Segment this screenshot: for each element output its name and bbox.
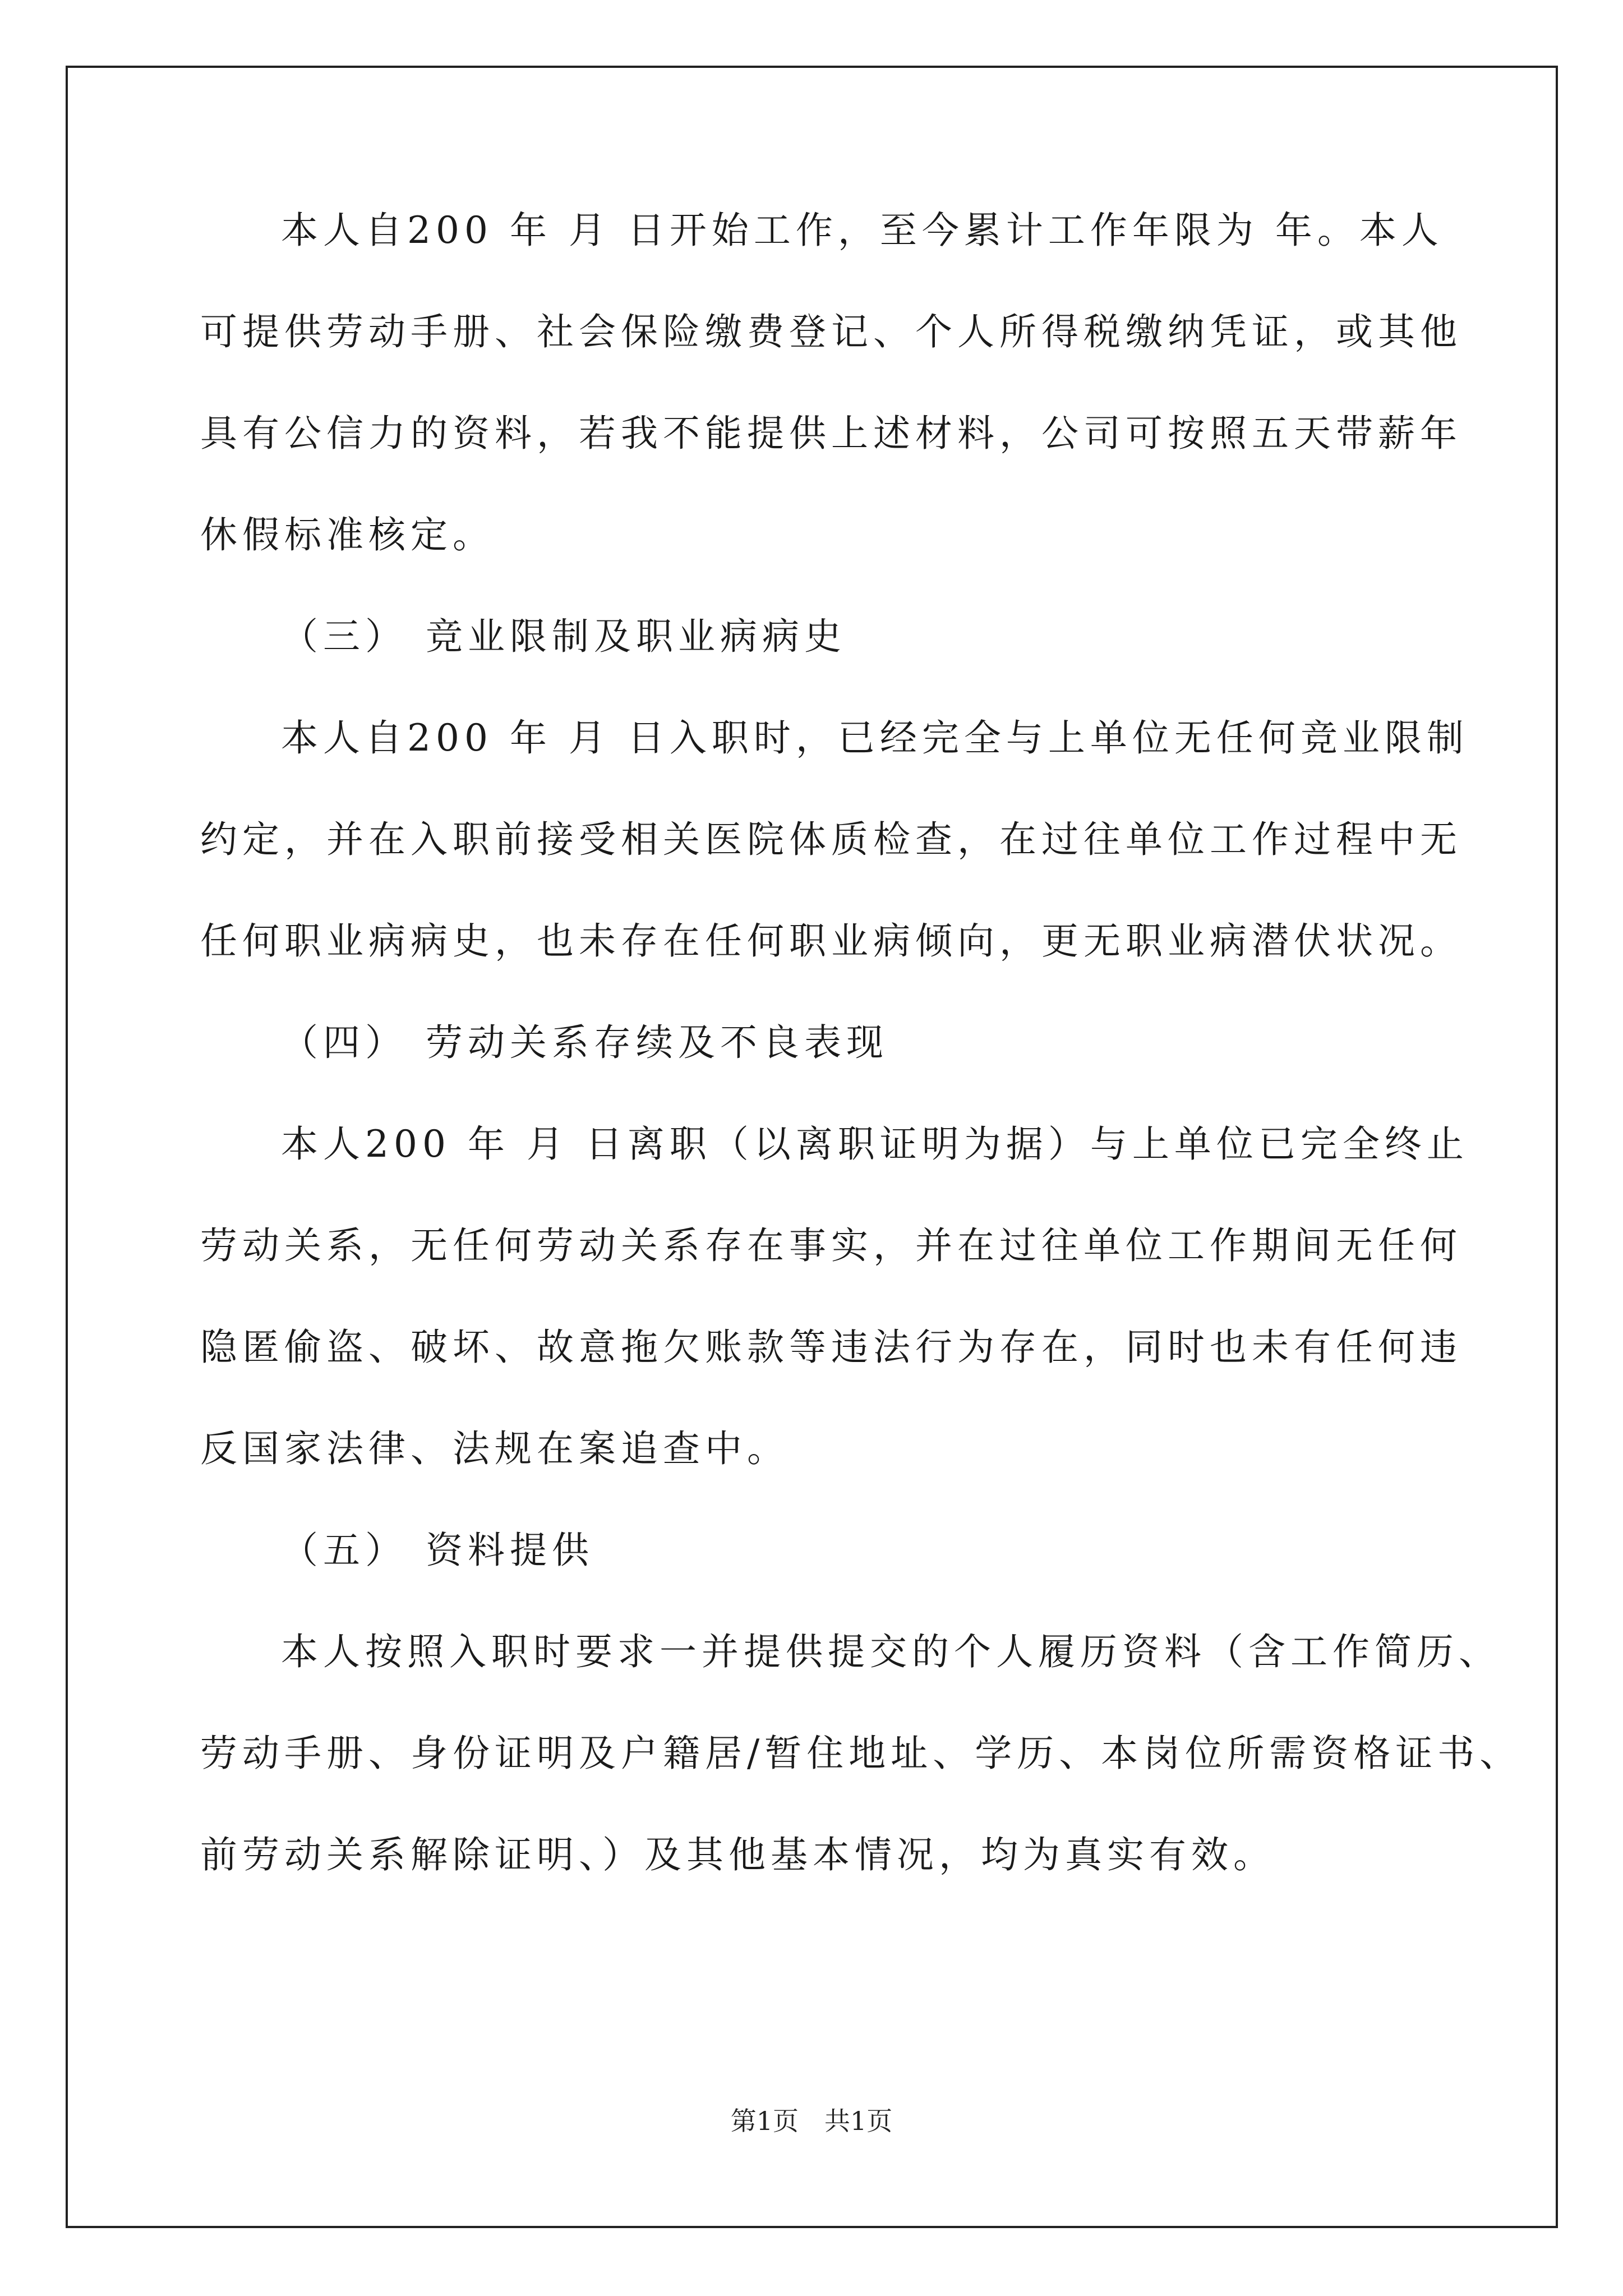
paragraph-line: 休假标准核定。 <box>200 513 495 556</box>
section-number: （三） <box>281 615 407 658</box>
paragraph-line: 隐匿偷盗、破坏、故意拖欠账款等违法行为存在，同时也未有任何违 <box>200 1326 1462 1369</box>
paragraph-line: 前劳动关系解除证明、）及其他基本情况，均为真实有效。 <box>200 1833 1275 1876</box>
paragraph-line: 劳动手册、身份证明及户籍居/暂住地址、学历、本岗位所需资格证书、 <box>200 1732 1522 1775</box>
paragraph-line: 具有公信力的资料，若我不能提供上述材料，公司可按照五天带薪年 <box>200 412 1462 455</box>
paragraph-line: 本人自200 年 月 日入职时，已经完全与上单位无任何竞业限制 <box>281 716 1469 760</box>
paragraph-line: 反国家法律、法规在案追查中。 <box>200 1427 789 1470</box>
section-heading-5 <box>200 1529 1428 1634</box>
section-number: （四） <box>281 1021 407 1064</box>
section-title: 劳动关系存续及不良表现 <box>426 1021 888 1064</box>
section-heading-3 <box>200 615 1428 720</box>
paragraph-line: 约定，并在入职前接受相关医院体质检查，在过往单位工作过程中无 <box>200 818 1462 861</box>
section-title: 资料提供 <box>426 1529 594 1572</box>
paragraph-line: 本人自200 年 月 日开始工作，至今累计工作年限为 年。本人 <box>281 209 1444 252</box>
paragraph-line: 本人按照入职时要求一并提供提交的个人履历资料（含工作简历、 <box>281 1630 1501 1673</box>
paragraph-line: 任何职业病病史，也未存在任何职业病倾向，更无职业病潜伏状况。 <box>200 919 1462 963</box>
paragraph-line: 劳动关系，无任何劳动关系存在事实，并在过往单位工作期间无任何 <box>200 1224 1462 1267</box>
page-footer: 第1页 共1页 <box>730 2106 893 2136</box>
document-body <box>200 209 1522 1938</box>
paragraph-line: 本人200 年 月 日离职（以离职证明为据）与上单位已完全终止 <box>281 1122 1469 1166</box>
section-number: （五） <box>281 1529 407 1572</box>
section-heading-4 <box>200 1021 1428 1126</box>
paragraph-line: 可提供劳动手册、社会保险缴费登记、个人所得税缴纳凭证，或其他 <box>200 310 1462 353</box>
section-title: 竞业限制及职业病病史 <box>426 615 846 658</box>
